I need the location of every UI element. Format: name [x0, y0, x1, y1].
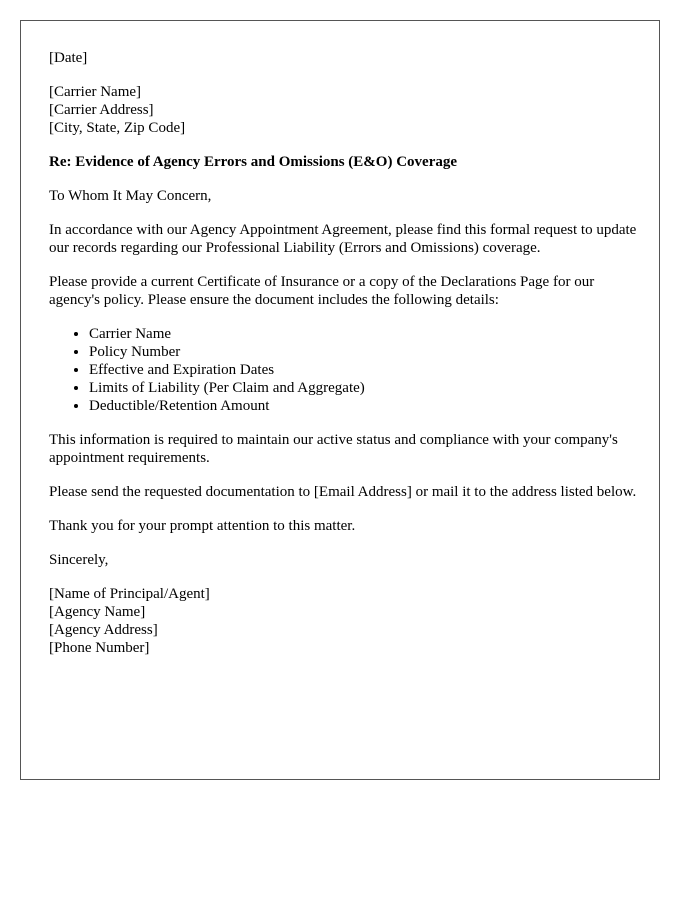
- letter-body: [49, 49, 639, 673]
- letter-date: [Date]: [49, 50, 88, 66]
- signature-agency-address: [Agency Address]: [49, 622, 158, 638]
- subject-line: Re: Evidence of Agency Errors and Omissions (E&O) Coverage: [49, 154, 458, 170]
- signature-block: [49, 585, 639, 657]
- paragraph-thanks: Thank you for your prompt attention to this matter.: [49, 518, 356, 534]
- letter-page: [20, 20, 660, 780]
- recipient-city-state-zip: [City, State, Zip Code]: [49, 120, 186, 136]
- recipient-name: [Carrier Name]: [49, 84, 142, 100]
- recipient-address: [Carrier Address]: [49, 102, 154, 118]
- paragraph-send: Please send the requested documentation to [Email Address] or mail it to the address listed below.: [49, 484, 637, 500]
- signature-name: [Name of Principal/Agent]: [49, 586, 210, 602]
- list-item: • Effective and Expiration Dates: [89, 361, 639, 379]
- paragraph-provide: Please provide a current Certificate of Insurance or a copy of the Declarations Page for our agency's policy. Please ensure the document includes the following details:: [49, 274, 595, 308]
- salutation: To Whom It May Concern,: [49, 188, 212, 204]
- list-item: • Policy Number: [89, 343, 639, 361]
- signature-agency-name: [Agency Name]: [49, 604, 146, 620]
- list-item: • Limits of Liability (Per Claim and Aggregate): [89, 379, 639, 397]
- closing: Sincerely,: [49, 552, 109, 568]
- details-list: [49, 325, 639, 415]
- list-item: • Carrier Name: [89, 325, 639, 343]
- paragraph-request: In accordance with our Agency Appointment Agreement, please find this formal request to update our records regarding our Professional Liability (Errors and Omissions) coverage.: [49, 222, 637, 256]
- list-item: • Deductible/Retention Amount: [89, 397, 639, 415]
- signature-phone: [Phone Number]: [49, 640, 150, 656]
- recipient-block: [49, 83, 639, 137]
- paragraph-compliance: This information is required to maintain our active status and compliance with your company's appointment requirements.: [49, 432, 618, 466]
